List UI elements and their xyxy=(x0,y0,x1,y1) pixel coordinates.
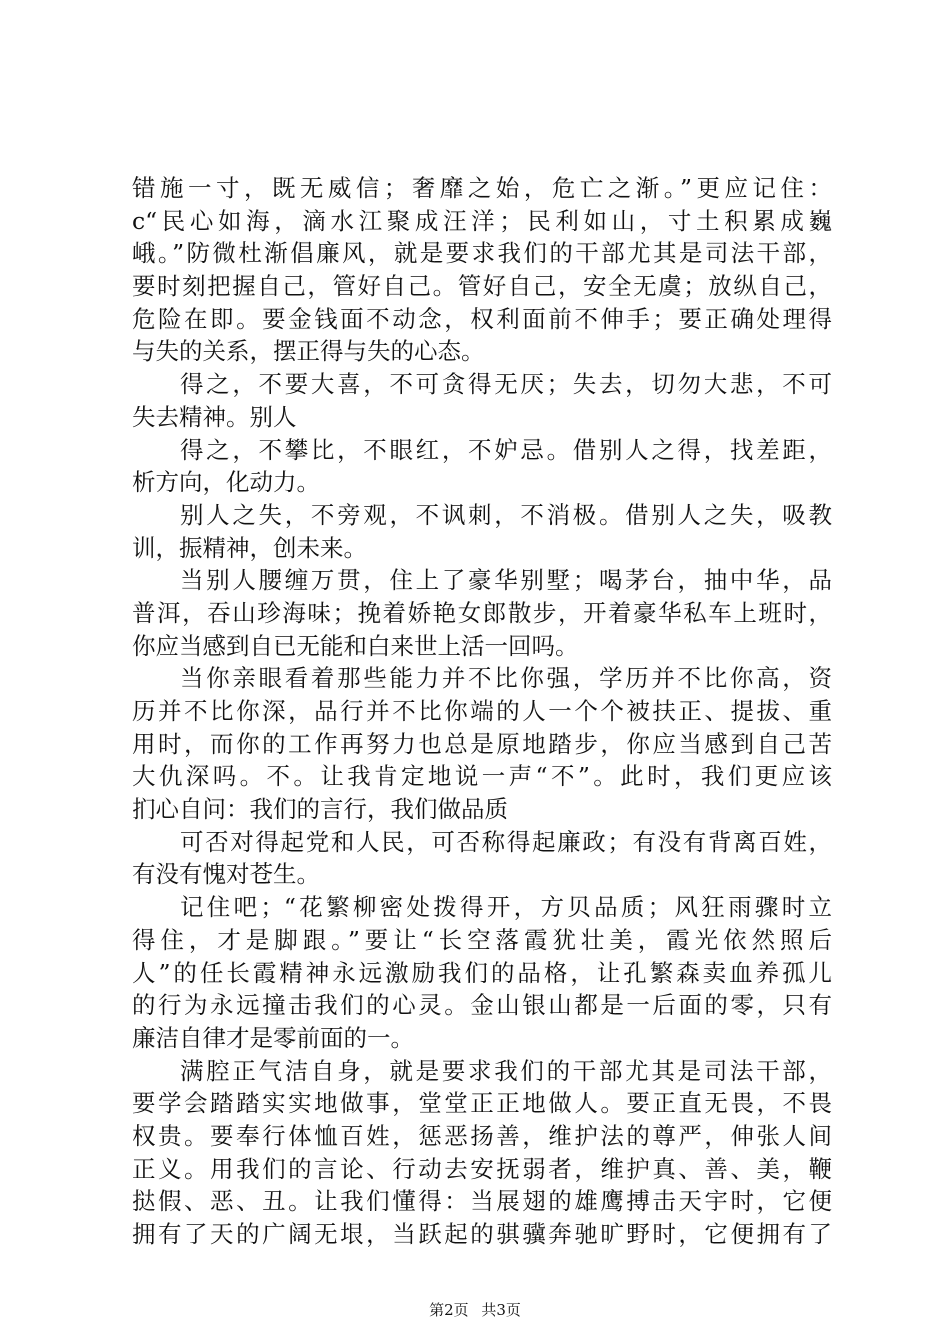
text-line: 失去精神。别人 xyxy=(132,402,297,431)
document-body xyxy=(132,172,832,1251)
text-line: 当别人腰缠万贯，住上了豪华别墅；喝茅台，抽中华，品 xyxy=(180,566,832,595)
text-line: 记住吧；“花繁柳密处拨得开，方贝品质；风狂雨骤时立 xyxy=(180,893,832,922)
text-line: 廉洁自律才是零前面的一。 xyxy=(132,1023,414,1052)
text-line: 峨。”防微杜渐倡廉风，就是要求我们的干部尤其是司法干部， xyxy=(132,239,832,268)
text-line: 训，振精神，创未来。 xyxy=(132,533,367,562)
text-line: 的行为永远撞击我们的心灵。金山银山都是一后面的零，只有 xyxy=(132,991,832,1020)
text-line: 与失的关系，摆正得与失的心态。 xyxy=(132,337,485,366)
text-line: 权贵。要奉行体恤百姓，惩恶扬善，维护法的尊严，伸张人间 xyxy=(132,1121,832,1150)
text-line: 得之，不要大喜，不可贪得无厌；失去，切勿大悲，不可 xyxy=(180,370,832,399)
text-line: 挞假、恶、丑。让我们懂得：当展翅的雄鹰搏击天宇时，它便 xyxy=(132,1187,832,1216)
text-line: 当你亲眼看着那些能力并不比你强，学历并不比你高，资 xyxy=(180,664,832,693)
page-number: 第2页 xyxy=(429,1301,469,1319)
text-line: 别人之失，不旁观，不讽刺，不消极。借别人之失，吸教 xyxy=(180,500,832,529)
text-line: 人”的任长霞精神永远激励我们的品格，让孔繁森卖血养孤儿 xyxy=(132,958,832,987)
text-line: 危险在即。要金钱面不动念，权利面前不伸手；要正确处理得 xyxy=(132,304,832,333)
text-line: 大仇深吗。不。让我肯定地说一声“不”。此时，我们更应该 xyxy=(132,762,832,791)
text-line: 析方向，化动力。 xyxy=(132,468,320,497)
text-line: 用时，而你的工作再努力也总是原地踏步，你应当感到自己苦 xyxy=(132,729,832,758)
text-line: 正义。用我们的言论、行动去安抚弱者，维护真、善、美，鞭 xyxy=(132,1154,832,1183)
text-line: 有没有愧对苍生。 xyxy=(132,860,320,889)
text-line: 历并不比你深，品行并不比你端的人一个个被扶正、提拔、重 xyxy=(132,697,832,725)
text-line: 普洱，吞山珍海味；挽着娇艳女郎散步，开着豪华私车上班时， xyxy=(132,598,832,627)
text-line: 要学会踏踏实实地做事，堂堂正正地做人。要正直无畏，不畏 xyxy=(132,1089,832,1118)
text-line: 你应当感到自已无能和白来世上活一回吗。 xyxy=(132,631,579,660)
text-line: 可否对得起党和人民，可否称得起廉政；有没有背离百姓， xyxy=(180,827,832,856)
text-line: 拥有了天的广阔无垠，当跃起的骐骥奔驰旷野时，它便拥有了 xyxy=(132,1220,832,1248)
text-line: 扪心自问：我们的言行，我们做品质 xyxy=(132,795,508,824)
text-line: c“民心如海，滴水江聚成汪洋；民利如山，寸土积累成巍 xyxy=(132,206,832,235)
text-line: 得之，不攀比，不眼红，不妒忌。借别人之得，找差距， xyxy=(180,435,832,464)
text-line: 满腔正气洁自身，就是要求我们的干部尤其是司法干部， xyxy=(180,1056,832,1085)
page-footer xyxy=(0,1300,950,1320)
page-total: 共3页 xyxy=(481,1301,521,1319)
text-line: 错施一寸，既无威信；奢靡之始，危亡之渐。”更应记住： xyxy=(132,174,832,202)
text-line: 得住，才是脚跟。”要让“长空落霞犹壮美，霞光依然照后 xyxy=(132,925,832,954)
text-line: 要时刻把握自己，管好自己。管好自己，安全无虞；放纵自己， xyxy=(132,272,832,301)
